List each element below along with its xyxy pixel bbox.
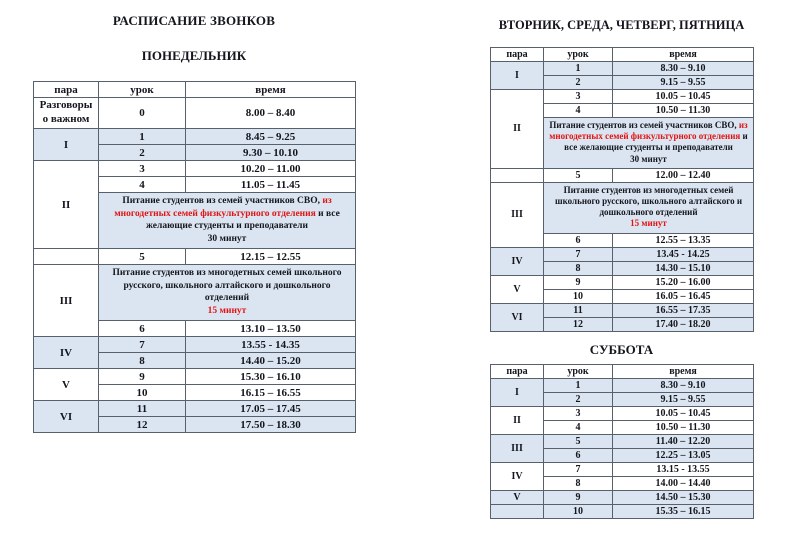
time-cell: 14.50 – 15.30 xyxy=(613,490,754,504)
time-cell: 17.50 – 18.30 xyxy=(186,417,356,433)
pair-cell: III xyxy=(34,265,99,337)
time-cell: 10.05 – 10.45 xyxy=(613,90,754,104)
time-header: время xyxy=(613,364,754,378)
pair-cell: III xyxy=(491,182,544,247)
lesson-cell: 4 xyxy=(544,420,613,434)
lesson-cell: 10 xyxy=(544,504,613,518)
lesson-cell: 8 xyxy=(544,476,613,490)
meal-duration: 30 минут xyxy=(207,233,247,244)
time-cell: 15.35 – 16.15 xyxy=(613,504,754,518)
pair-header: пара xyxy=(491,48,544,62)
time-cell: 8.00 – 8.40 xyxy=(186,98,356,129)
pair-cell: V xyxy=(491,490,544,504)
lesson-cell: 12 xyxy=(544,317,613,331)
pair-cell: IV xyxy=(491,247,544,275)
time-cell: 17.05 – 17.45 xyxy=(186,401,356,417)
lesson-cell: 1 xyxy=(99,129,186,145)
time-cell: 12.25 – 13.05 xyxy=(613,448,754,462)
header-row xyxy=(491,48,754,62)
lesson-cell: 4 xyxy=(544,104,613,118)
meal-cell xyxy=(544,182,754,233)
time-cell: 10.20 – 11.00 xyxy=(186,161,356,177)
table-row xyxy=(34,337,356,353)
time-cell: 16.55 – 17.35 xyxy=(613,303,754,317)
pair-cell-empty xyxy=(491,168,544,182)
monday-title: ПОНЕДЕЛЬНИК xyxy=(141,48,247,63)
lesson-cell: 1 xyxy=(544,62,613,76)
time-cell: 12.55 – 13.35 xyxy=(613,233,754,247)
lesson-cell: 9 xyxy=(99,369,186,385)
lesson-cell: 9 xyxy=(544,275,613,289)
lesson-cell: 11 xyxy=(99,401,186,417)
lesson-cell: 6 xyxy=(99,321,186,337)
time-header: время xyxy=(186,82,356,98)
lesson-cell: 5 xyxy=(544,168,613,182)
table-row xyxy=(491,462,754,476)
time-cell: 13.15 - 13.55 xyxy=(613,462,754,476)
meal-text: и все желающие студенты и преподаватели xyxy=(146,208,340,231)
time-cell: 13.10 – 13.50 xyxy=(186,321,356,337)
table-row xyxy=(491,490,754,504)
lesson-header: урок xyxy=(99,82,186,98)
meal-text-red: из многодетных семей физкультурного отделения xyxy=(549,120,748,142)
header-row xyxy=(34,82,356,98)
saturday-table xyxy=(490,364,754,519)
time-cell: 12.15 – 12.55 xyxy=(186,249,356,265)
time-cell: 8.45 – 9.25 xyxy=(186,129,356,145)
time-cell: 12.00 – 12.40 xyxy=(613,168,754,182)
lesson-cell: 3 xyxy=(544,406,613,420)
table-row xyxy=(491,504,754,518)
meal-duration: 15 минут xyxy=(207,305,247,316)
table-row xyxy=(34,98,356,129)
time-cell: 9.15 – 9.55 xyxy=(613,76,754,90)
table-row xyxy=(491,90,754,104)
time-header: время xyxy=(613,48,754,62)
time-cell: 14.00 – 14.40 xyxy=(613,476,754,490)
meal-announcement xyxy=(104,267,350,305)
lesson-cell: 10 xyxy=(544,289,613,303)
time-cell: 10.50 – 11.30 xyxy=(613,420,754,434)
table-row xyxy=(34,265,356,321)
meal-duration: 15 минут xyxy=(630,218,667,229)
time-cell: 15.30 – 16.10 xyxy=(186,369,356,385)
pair-cell: VI xyxy=(34,401,99,433)
header-row xyxy=(491,364,754,378)
lesson-cell: 2 xyxy=(99,145,186,161)
pair-cell-empty xyxy=(34,249,99,265)
lesson-cell: 0 xyxy=(99,98,186,129)
weekdays-title: ВТОРНИК, СРЕДА, ЧЕТВЕРГ, ПЯТНИЦА xyxy=(498,18,745,32)
pair-cell: Разговоры о важном xyxy=(34,98,99,129)
lesson-cell: 1 xyxy=(544,378,613,392)
pair-cell: II xyxy=(491,90,544,169)
time-cell: 13.45 - 14.25 xyxy=(613,247,754,261)
table-row xyxy=(491,406,754,420)
pair-cell: II xyxy=(34,161,99,249)
time-cell: 15.20 – 16.00 xyxy=(613,275,754,289)
time-cell: 8.30 – 9.10 xyxy=(613,378,754,392)
pair-cell: I xyxy=(34,129,99,161)
time-cell: 10.50 – 11.30 xyxy=(613,104,754,118)
meal-text: Питание студентов из многодетных семей школьного русского, школьного алтайского и дошкольного отделений xyxy=(112,268,342,303)
table-row xyxy=(34,249,356,265)
monday-table xyxy=(33,81,356,433)
table-row xyxy=(34,129,356,145)
time-cell: 16.15 – 16.55 xyxy=(186,385,356,401)
time-cell: 8.30 – 9.10 xyxy=(613,62,754,76)
pair-cell: IV xyxy=(491,462,544,490)
lesson-cell: 7 xyxy=(99,337,186,353)
time-cell: 16.05 – 16.45 xyxy=(613,289,754,303)
lesson-cell: 10 xyxy=(99,385,186,401)
pair-header: пара xyxy=(34,82,99,98)
time-cell: 10.05 – 10.45 xyxy=(613,406,754,420)
table-row xyxy=(491,434,754,448)
left-column xyxy=(33,0,355,433)
meal-text-red: из многодетных семей физкультурного отделения xyxy=(114,196,332,219)
lesson-cell: 11 xyxy=(544,303,613,317)
page-title: РАСПИСАНИЕ ЗВОНКОВ xyxy=(112,13,276,28)
lesson-cell: 7 xyxy=(544,462,613,476)
meal-text: и все желающие студенты и преподаватели xyxy=(564,131,748,153)
saturday-title: СУББОТА xyxy=(589,341,654,357)
pair-cell: VI xyxy=(491,303,544,331)
pair-cell: IV xyxy=(34,337,99,369)
lesson-cell: 8 xyxy=(544,261,613,275)
table-row xyxy=(491,182,754,233)
lesson-cell: 12 xyxy=(99,417,186,433)
lesson-cell: 3 xyxy=(544,90,613,104)
meal-text: Питание студентов из семей участников СВО, xyxy=(122,196,320,206)
time-cell: 14.30 – 15.10 xyxy=(613,261,754,275)
time-cell: 13.55 - 14.35 xyxy=(186,337,356,353)
table-row xyxy=(34,401,356,417)
lesson-cell: 6 xyxy=(544,448,613,462)
lesson-cell: 3 xyxy=(99,161,186,177)
lesson-header: урок xyxy=(544,48,613,62)
weekdays-table xyxy=(490,47,754,332)
pair-header: пара xyxy=(491,364,544,378)
right-column xyxy=(490,0,753,519)
pair-cell: I xyxy=(491,62,544,90)
meal-announcement xyxy=(547,185,750,219)
lesson-cell: 4 xyxy=(99,177,186,193)
pair-cell: III xyxy=(491,434,544,462)
meal-text: Питание студентов из многодетных семей школьного русского, школьного алтайского и дошкольного отделений xyxy=(554,184,743,218)
table-row xyxy=(491,303,754,317)
time-cell: 9.15 – 9.55 xyxy=(613,392,754,406)
pair-cell: V xyxy=(34,369,99,401)
table-row xyxy=(34,161,356,177)
meal-cell xyxy=(544,118,754,169)
time-cell: 11.40 – 12.20 xyxy=(613,434,754,448)
lesson-cell: 2 xyxy=(544,76,613,90)
lesson-cell: 6 xyxy=(544,233,613,247)
lesson-cell: 5 xyxy=(99,249,186,265)
lesson-header: урок xyxy=(544,364,613,378)
meal-cell xyxy=(99,193,356,249)
meal-duration: 30 минут xyxy=(630,153,667,164)
time-cell: 11.05 – 11.45 xyxy=(186,177,356,193)
time-cell: 14.40 – 15.20 xyxy=(186,353,356,369)
table-row xyxy=(491,62,754,76)
table-row xyxy=(491,378,754,392)
meal-cell xyxy=(99,265,356,321)
pair-cell: V xyxy=(491,275,544,303)
meal-announcement xyxy=(547,120,750,154)
meal-text: Питание студентов из семей участников СВО, xyxy=(549,120,737,130)
time-cell: 17.40 – 18.20 xyxy=(613,317,754,331)
lesson-cell: 9 xyxy=(544,490,613,504)
table-row xyxy=(34,369,356,385)
pair-cell-empty xyxy=(491,504,544,518)
lesson-cell: 2 xyxy=(544,392,613,406)
table-row xyxy=(491,168,754,182)
table-row xyxy=(491,275,754,289)
lesson-cell: 8 xyxy=(99,353,186,369)
time-cell: 9.30 – 10.10 xyxy=(186,145,356,161)
table-row xyxy=(491,247,754,261)
lesson-cell: 5 xyxy=(544,434,613,448)
pair-cell: II xyxy=(491,406,544,434)
lesson-cell: 7 xyxy=(544,247,613,261)
meal-announcement xyxy=(104,195,350,233)
pair-cell: I xyxy=(491,378,544,406)
